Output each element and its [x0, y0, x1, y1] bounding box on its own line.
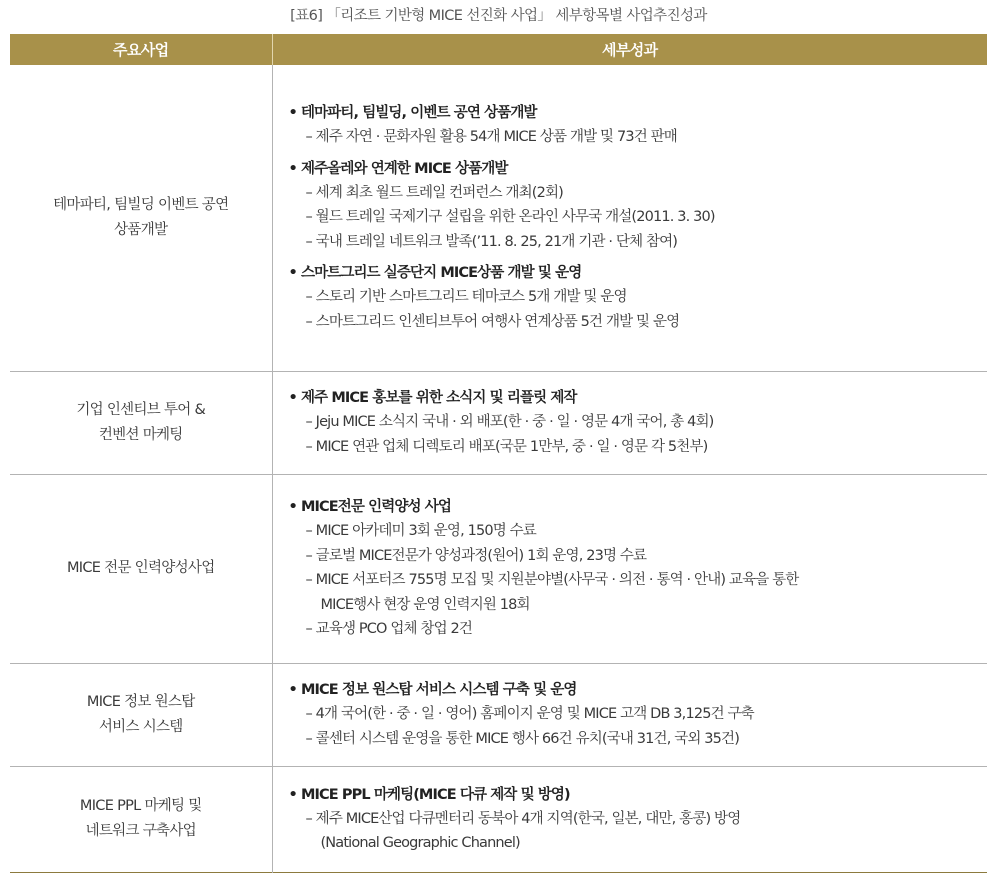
- result-item: – 4개 국어(한 · 중 · 일 · 영어) 홈페이지 운영 및 MICE 고객 DB 3,125건 구축: [305, 706, 754, 722]
- row-category: 테마파티, 팀빌딩 이벤트 공연 상품개발: [10, 65, 272, 371]
- result-item: – 국내 트레일 네트워크 발족(’11. 8. 25, 21개 기관 · 단체 참여): [305, 233, 678, 250]
- result-item: – 글로벌 MICE전문가 양성과정(원어) 1회 운영, 23명 수료: [305, 547, 647, 564]
- result-item-continuation: (National Geographic Channel): [320, 835, 520, 851]
- result-item: – 제주 자연 · 문화자원 활용 54개 MICE 상품 개발 및 73건 판매: [305, 129, 677, 146]
- result-group: [289, 157, 982, 255]
- table-row: [10, 474, 987, 663]
- result-group: [289, 495, 982, 642]
- result-item: – 세계 최초 월드 트레일 컨퍼런스 개최(2회): [305, 184, 563, 201]
- result-item: – MICE 연관 업체 디렉토리 배포(국문 1만부, 중 · 일 · 영문 각 5천부): [305, 438, 708, 455]
- result-item: – 스마트그리드 인센티브투어 여행사 연계상품 5건 개발 및 운영: [305, 313, 680, 330]
- table-row: [10, 65, 987, 371]
- result-group: [289, 678, 982, 751]
- result-heading: • 테마파티, 팀빌딩, 이벤트 공연 상품개발: [288, 105, 537, 122]
- result-heading: • 제주올레와 연계한 MICE 상품개발: [288, 160, 508, 177]
- row-details: [272, 663, 987, 766]
- result-item: – 콜센터 시스템 운영을 통한 MICE 행사 66건 유치(국내 31건, 국외 35건): [305, 730, 740, 747]
- row-category: MICE 전문 인력양성사업: [10, 474, 272, 663]
- row-details: [272, 371, 987, 474]
- row-category: MICE 정보 원스탑 서비스 시스템: [10, 663, 272, 766]
- result-item: – MICE 아카데미 3회 운영, 150명 수료: [305, 523, 536, 540]
- row-details: [272, 766, 987, 872]
- row-details: [272, 474, 987, 663]
- result-group: [289, 783, 982, 856]
- row-category: 기업 인센티브 투어 & 컨벤션 마케팅: [10, 371, 272, 474]
- result-item: – MICE 서포터즈 755명 모집 및 지원분야별(사무국 · 의전 · 통역 · 안내) 교육을 통한: [305, 572, 799, 589]
- header-detailed-results: 세부성과: [272, 34, 987, 65]
- result-heading: • MICE PPL 마케팅(MICE 다큐 제작 및 방영): [288, 786, 570, 803]
- table-row: [10, 766, 987, 872]
- performance-table: [10, 34, 987, 873]
- result-heading: • 스마트그리드 실증단지 MICE상품 개발 및 운영: [288, 265, 582, 282]
- result-item: – 제주 MICE산업 다큐멘터리 동북아 4개 지역(한국, 일본, 대만, 홍콩) 방영: [305, 810, 741, 827]
- result-item: – 교육생 PCO 업체 창업 2건: [305, 621, 473, 638]
- table-caption: [표6] 「리조트 기반형 MICE 선진화 사업」 세부항목별 사업추진성과: [290, 8, 707, 24]
- table-header-row: [10, 34, 987, 65]
- row-details: [272, 65, 987, 371]
- table-row: [10, 663, 987, 766]
- result-item: – 월드 트레일 국제기구 설립을 위한 온라인 사무국 개설(2011. 3. 30): [305, 209, 715, 226]
- result-item: – Jeju MICE 소식지 국내 · 외 배포(한 · 중 · 일 · 영문 4개 국어, 총 4회): [305, 414, 714, 430]
- result-group: [289, 101, 982, 150]
- result-heading: • MICE 정보 원스탑 서비스 시스템 구축 및 운영: [288, 682, 577, 698]
- result-group: [289, 386, 982, 459]
- result-heading: • MICE전문 인력양성 사업: [288, 499, 451, 516]
- row-category: MICE PPL 마케팅 및 네트워크 구축사업: [10, 766, 272, 872]
- result-item-continuation: MICE행사 현장 운영 인력지원 18회: [320, 596, 530, 613]
- result-item: – 스토리 기반 스마트그리드 테마코스 5개 개발 및 운영: [305, 289, 627, 306]
- result-heading: • 제주 MICE 홍보를 위한 소식지 및 리플릿 제작: [288, 390, 577, 406]
- table-row: [10, 371, 987, 474]
- result-group: [289, 261, 982, 334]
- header-main-project: 주요사업: [10, 34, 272, 65]
